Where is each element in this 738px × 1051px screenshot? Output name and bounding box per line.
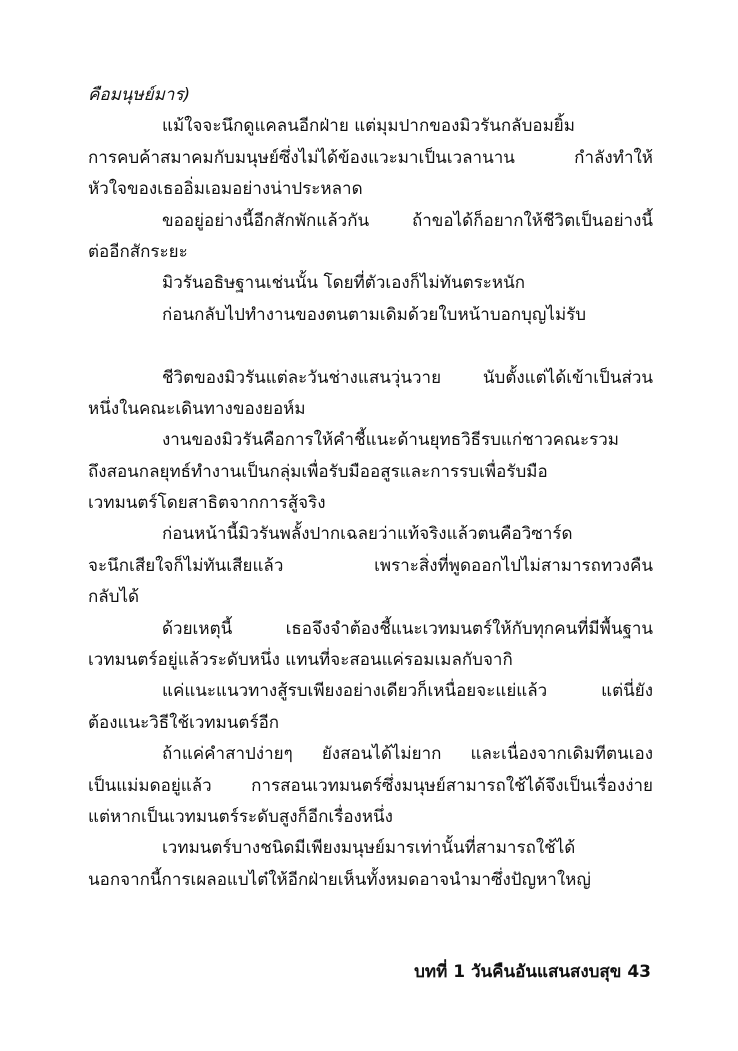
text-line: ต่ออีกสักระยะ xyxy=(88,241,188,262)
text-line: การคบค้าสมาคมกับมนุษย์ซึ่งไม่ได้ข้องแวะมาเป็นเวลานาน กำลังทำให้ xyxy=(88,147,653,168)
paragraph-gap xyxy=(88,331,653,362)
text-line: แต่หากเป็นเวทมนตร์ระดับสูงก็อีกเรื่องหนึ่ง xyxy=(88,806,393,827)
page-footer: บทที่ 1 วันคืนอันแสนสงบสุข 43 xyxy=(414,962,651,982)
text-line: ถ้าแค่คำสาปง่ายๆ ยังสอนได้ไม่ยาก และเนื่องจากเดิมทีตนเอง xyxy=(162,744,653,765)
text-line: จะนึกเสียใจก็ไม่ทันเสียแล้ว เพราะสิ่งที่พูดออกไปไม่สามารถทวงคืน xyxy=(88,555,653,576)
text-line: แม้ใจจะนึกดูแคลนอีกฝ่าย แต่มุมปากของมิวรันกลับอมยิ้ม xyxy=(162,116,575,137)
text-line: หัวใจของเธออิ่มเอมอย่างน่าประหลาด xyxy=(88,179,363,200)
text-line: แค่แนะแนวทางสู้รบเพียงอย่างเดียวก็เหนื่อยจะแย่แล้ว แต่นี่ยัง xyxy=(162,681,653,702)
text-line: เป็นแม่มดอยู่แล้ว การสอนเวทมนตร์ซึ่งมนุษย์สามารถใช้ได้จึงเป็นเรื่องง่าย xyxy=(88,775,653,796)
text-line: คือมนุษย์มาร) xyxy=(88,85,191,105)
body-text xyxy=(88,80,653,896)
text-line: เวทมนตร์อยู่แล้วระดับหนึ่ง แทนที่จะสอนแค่รอมเมลกับจากิ xyxy=(88,650,513,671)
text-line: ขออยู่อย่างนี้อีกสักพักแล้วกัน ถ้าขอได้ก็อยากให้ชีวิตเป็นอย่างนี้ xyxy=(162,210,653,231)
text-line: มิวรันอธิษฐานเช่นนั้น โดยที่ตัวเองก็ไม่ทันตระหนัก xyxy=(162,273,526,294)
text-line: ด้วยเหตุนี้ เธอจึงจำต้องชี้แนะเวทมนตร์ให้กับทุกคนที่มีพื้นฐาน xyxy=(162,618,653,639)
text-line: เวทมนตร์บางชนิดมีเพียงมนุษย์มารเท่านั้นที่สามารถใช้ได้ xyxy=(162,838,576,859)
text-line: นอกจากนี้การเผลอแบไต๋ให้อีกฝ่ายเห็นทั้งหมดอาจนำมาซึ่งปัญหาใหญ่ xyxy=(88,869,591,890)
text-line: ก่อนกลับไปทำงานของตนตามเดิมด้วยใบหน้าบอกบุญไม่รับ xyxy=(162,304,587,325)
text-line: ถึงสอนกลยุทธ์ทำงานเป็นกลุ่มเพื่อรับมืออสูรและการรบเพื่อรับมือ xyxy=(88,461,548,482)
text-line: กลับได้ xyxy=(88,587,140,608)
text-line: ต้องแนะวิธีใช้เวทมนตร์อีก xyxy=(88,712,280,733)
text-line: ชีวิตของมิวรันแต่ละวันช่างแสนวุ่นวาย นับตั้งแต่ได้เข้าเป็นส่วน xyxy=(162,367,653,388)
text-line: เวทมนตร์โดยสาธิตจากการสู้จริง xyxy=(88,493,326,514)
text-line: ก่อนหน้านี้มิวรันพลั้งปากเฉลยว่าแท้จริงแล้วตนคือวิซาร์ด xyxy=(162,524,573,545)
text-line: หนึ่งในคณะเดินทางของยอห์ม xyxy=(88,398,306,419)
text-line: งานของมิวรันคือการให้คำชี้แนะด้านยุทธวิธีรบแก่ชาวคณะรวม xyxy=(162,430,619,451)
